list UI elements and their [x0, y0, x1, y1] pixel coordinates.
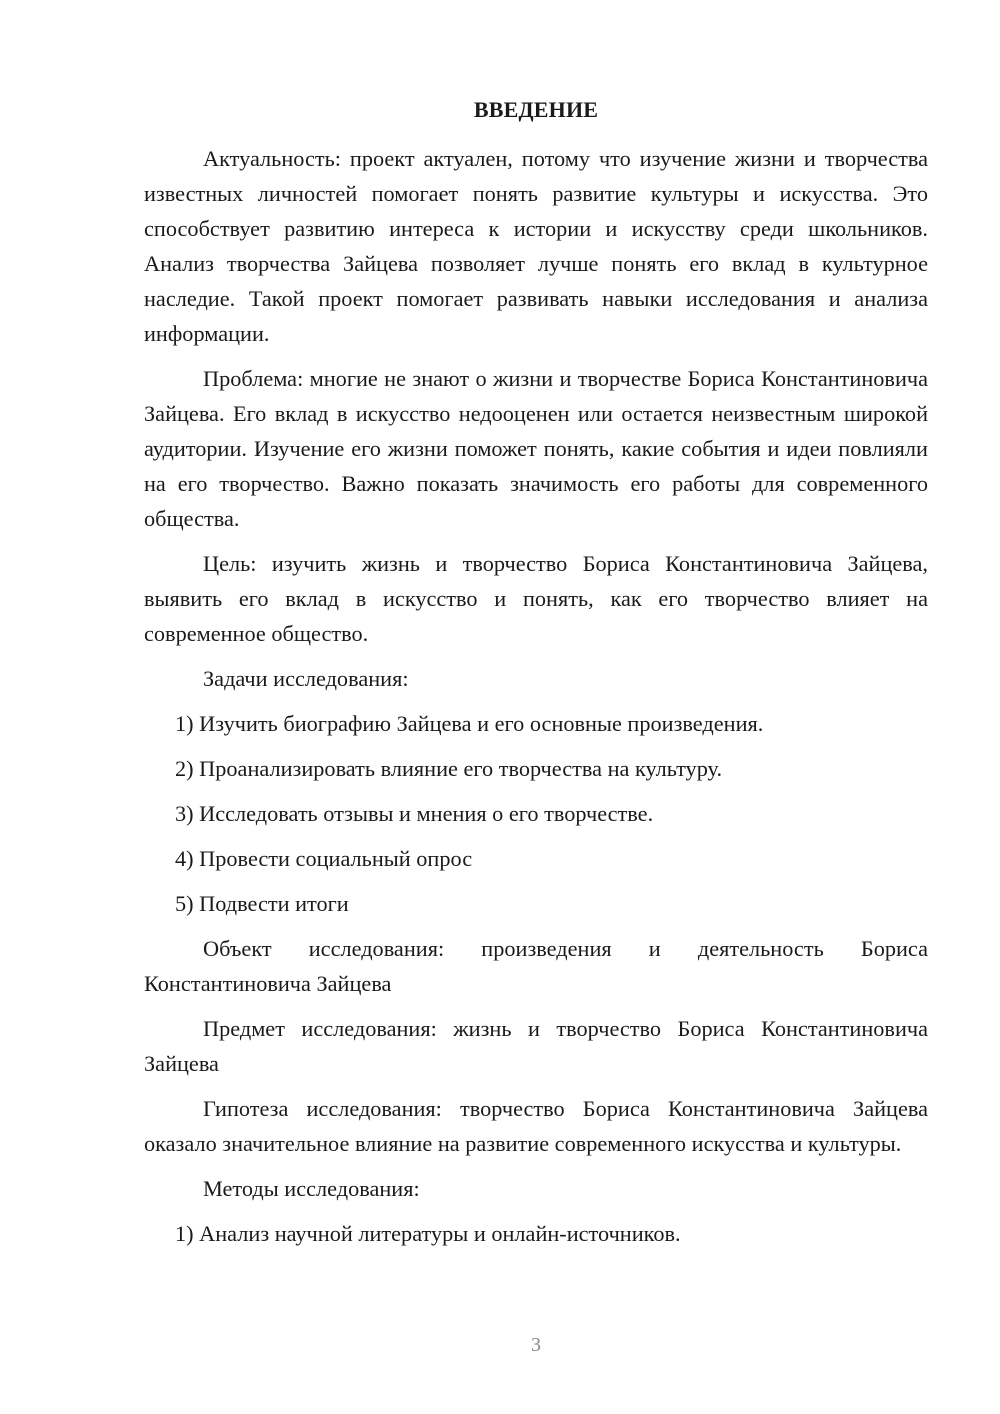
subject-paragraph: Предмет исследования: жизнь и творчество Бориса Константиновича Зайцева — [144, 1016, 928, 1076]
section-heading: ВВЕДЕНИЕ — [473, 97, 599, 122]
task-item: 3) Исследовать отзывы и мнения о его творчестве. — [175, 801, 654, 826]
object-paragraph: Объект исследования: произведения и деятельность Бориса Константиновича Зайцева — [144, 936, 928, 996]
methods-title: Методы исследования: — [203, 1176, 420, 1201]
goal-paragraph: Цель: изучить жизнь и творчество Бориса Константиновича Зайцева, выявить его вклад в искусство и понять, как его творчество влияет на современное общество. — [144, 551, 928, 646]
task-item: 2) Проанализировать влияние его творчества на культуру. — [175, 756, 723, 781]
problem-paragraph: Проблема: многие не знают о жизни и творчестве Бориса Константиновича Зайцева. Его вклад в искусство недооценен или остается неизвестным широкой аудитории. Изучение его жизни поможет понять, какие события и идеи повлияли на его творчество. Важно показать значимость его работы для современного общества. — [144, 366, 928, 531]
relevance-paragraph: Актуальность: проект актуален, потому что изучение жизни и творчества известных личностей помогает понять развитие культуры и искусства. Это способствует развитию интереса к истории и искусству среди школьников. Анализ творчества Зайцева позволяет лучше понять его вклад в культурное наследие. Такой проект помогает развивать навыки исследования и анализа информации. — [144, 146, 928, 346]
tasks-title: Задачи исследования: — [203, 666, 409, 691]
document-body — [144, 95, 928, 1261]
page-number: 3 — [531, 1334, 541, 1356]
methods-list — [144, 1216, 928, 1251]
task-item: 5) Подвести итоги — [175, 891, 349, 916]
task-item: 1) Изучить биографию Зайцева и его основные произведения. — [175, 711, 764, 736]
tasks-list — [144, 706, 928, 921]
hypothesis-paragraph: Гипотеза исследования: творчество Бориса Константиновича Зайцева оказало значительное влияние на развитие современного искусства и культуры. — [144, 1096, 928, 1156]
method-item: 1) Анализ научной литературы и онлайн-источников. — [175, 1221, 681, 1246]
task-item: 4) Провести социальный опрос — [175, 846, 473, 871]
